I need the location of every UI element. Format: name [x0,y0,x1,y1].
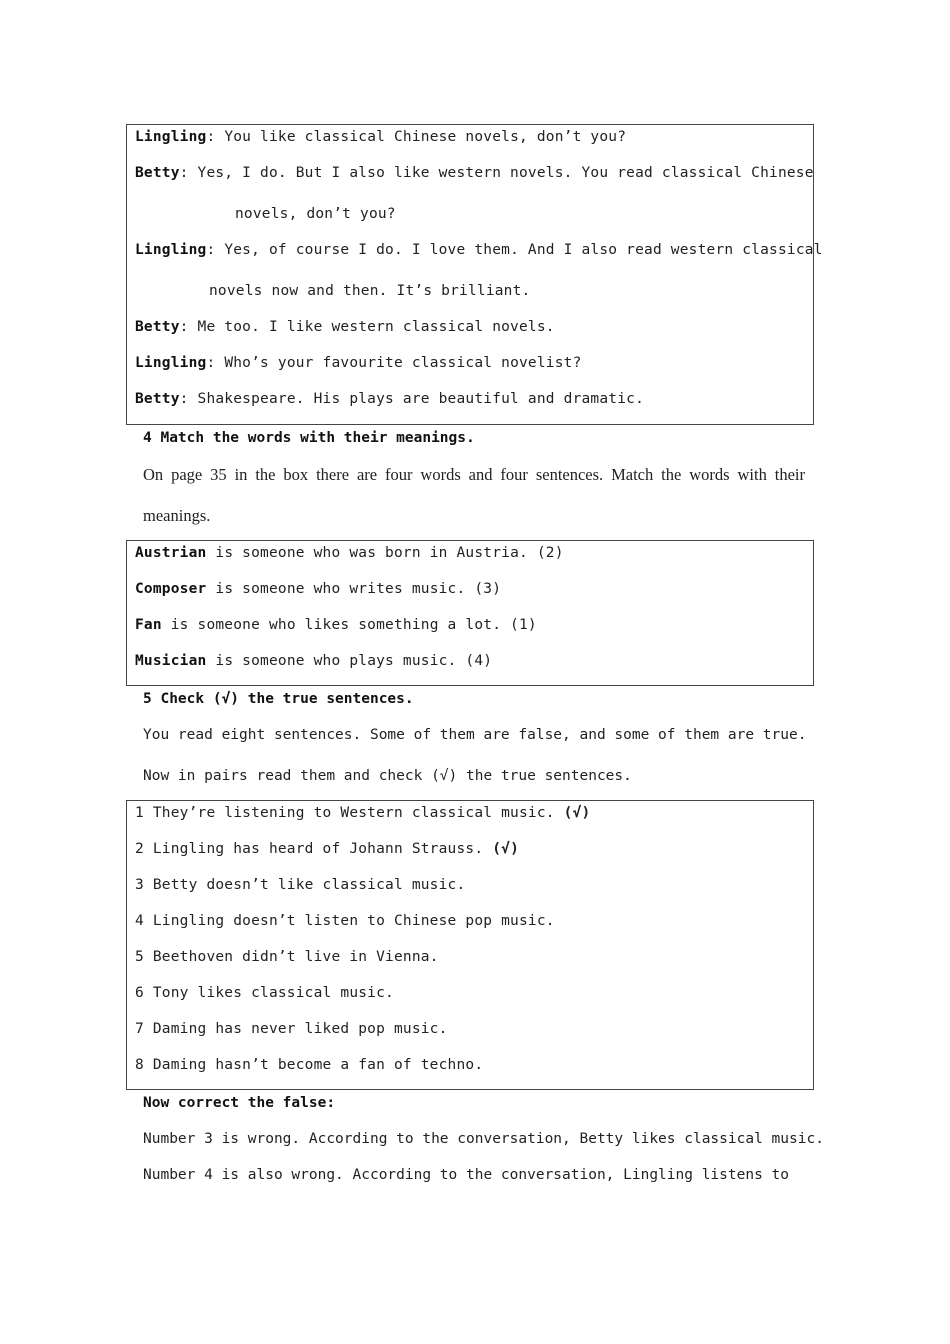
correction-heading: Now correct the false: [143,1095,336,1111]
dialogue-text: : You like classical Chinese novels, don’t you? [206,129,627,145]
correction-line: Number 3 is wrong. According to the conversation, Betty likes classical music. [143,1131,824,1147]
dialogue-text: : Who’s your favourite classical novelist? [206,355,582,371]
dialogue-box [126,124,823,425]
speaker-name: Lingling [135,129,207,145]
word-match-box [126,540,814,686]
dialogue-text: novels now and then. It’s brilliant. [209,283,531,299]
section4-heading: 4 Match the words with their meanings. [143,430,475,446]
true-false-box [126,800,814,1090]
dialogue-text: : Shakespeare. His plays are beautiful and dramatic. [179,391,645,407]
section4-instruction-cont: meanings. [143,506,211,525]
section5-instruction-cont: Now in pairs read them and check (√) the true sentences. [143,768,632,784]
dialogue-line [135,355,582,371]
dialogue-continuation [235,206,396,222]
statement [135,1021,448,1037]
dialogue-text: : Yes, of course I do. I love them. And I also read western classical [206,242,823,258]
definition-text: is someone who was born in Austria. (2) [206,545,564,561]
word-definition [135,617,537,633]
statement-text: 7 Daming has never liked pop music. [135,1021,448,1037]
speaker-name: Betty [135,319,180,335]
definition-text: is someone who likes something a lot. (1) [161,617,537,633]
section4-instruction: On page 35 in the box there are four words and four sentences. Match the words with their [143,465,805,484]
statement-text: 6 Tony likes classical music. [135,985,394,1001]
section5-instruction: You read eight sentences. Some of them are false, and some of them are true. [143,727,807,743]
statement [135,985,394,1001]
vocab-word: Fan [135,617,162,633]
dialogue-line [135,242,823,258]
statement-text: 2 Lingling has heard of Johann Strauss. [135,841,493,857]
statement-text: 8 Daming hasn’t become a fan of techno. [135,1057,484,1073]
dialogue-continuation [209,283,530,299]
statement [135,1057,483,1073]
speaker-name: Betty [135,391,180,407]
speaker-name: Lingling [135,242,207,258]
statement [135,841,519,857]
dialogue-text: novels, don’t you? [235,206,396,222]
statement [135,877,465,893]
statement-text: 4 Lingling doesn’t listen to Chinese pop music. [135,913,555,929]
statement-text: 1 They’re listening to Western classical music. [135,805,564,821]
definition-text: is someone who writes music. (3) [206,581,502,597]
speaker-name: Betty [135,165,180,181]
check-mark: (√) [492,841,519,857]
statement [135,949,439,965]
word-definition [135,581,501,597]
correction-line: Number 4 is also wrong. According to the conversation, Lingling listens to [143,1167,790,1183]
definition-text: is someone who plays music. (4) [206,653,493,669]
dialogue-text: : Yes, I do. But I also like western novels. You read classical Chinese [179,165,814,181]
statement [135,913,555,929]
dialogue-line [135,165,814,181]
statement-text: 5 Beethoven didn’t live in Vienna. [135,949,439,965]
dialogue-line [135,391,644,407]
speaker-name: Lingling [135,355,207,371]
word-definition [135,653,492,669]
dialogue-text: : Me too. I like western classical novels. [179,319,555,335]
word-definition [135,545,564,561]
vocab-word: Musician [135,653,207,669]
statement [135,805,590,821]
vocab-word: Austrian [135,545,207,561]
dialogue-line [135,319,555,335]
check-mark: (√) [563,805,591,821]
section5-heading: 5 Check (√) the true sentences. [143,691,414,707]
vocab-word: Composer [135,581,207,597]
dialogue-line [135,129,626,145]
statement-text: 3 Betty doesn’t like classical music. [135,877,466,893]
